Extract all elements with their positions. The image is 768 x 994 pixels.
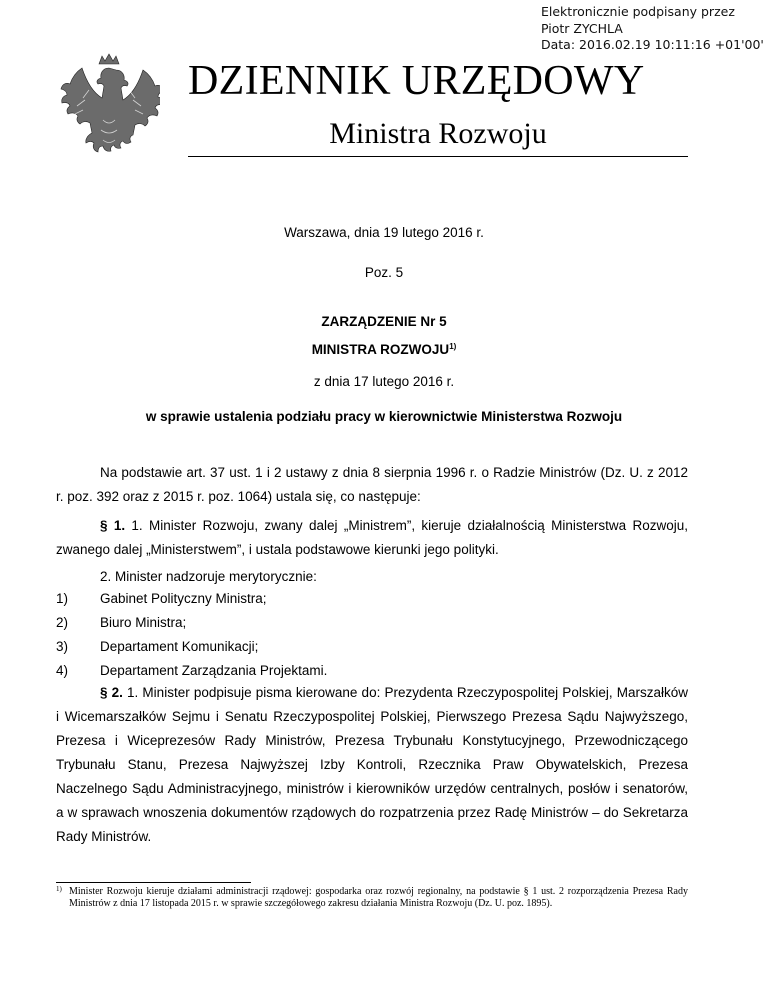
list-item-text: Gabinet Polityczny Ministra; xyxy=(100,591,267,606)
place-and-date: Warszawa, dnia 19 lutego 2016 r. xyxy=(284,225,484,240)
signature-line-signer: Piotr ZYCHLA xyxy=(541,20,623,36)
paragraph-1-label: § 1. xyxy=(100,518,126,533)
list-item-text: Biuro Ministra; xyxy=(100,615,187,630)
paragraph-2 xyxy=(56,681,688,849)
paragraph-2-text: 1. Minister podpisuje pisma kierowane do: Prezydenta Rzeczypospolitej Polskiej, Marszałków i Wicemarszałków Sejmu i Senatu Rzeczypospolitej Polskiej, Pierwszego Prezesa Sądu Najwyższego, Prezesa i Wiceprezesów Rady Ministrów, Prezesa Trybunału Konstytucyjnego, Przewodniczącego Trybunału Stanu, Prezesa Najwyższej Izby Kontroli, Rzecznika Praw Obywatelskich, Prezesa Naczelnego Sądu Administracyjnego, ministrów i kierowników urzędów centralnych, posłów i senatorów, a w sprawach wnoszenia dokumentów rządowych do rozpatrzenia przez Radę Ministrów – do Sekretarza Rady Ministrów. xyxy=(56,685,688,844)
footnote-divider xyxy=(56,882,251,883)
paragraph-2-label: § 2. xyxy=(100,685,123,700)
list-item-text: Departament Zarządzania Projektami. xyxy=(100,663,328,678)
position-number: Poz. 5 xyxy=(364,265,404,280)
footnote-mark: 1) xyxy=(56,885,62,893)
preamble-paragraph: Na podstawie art. 37 ust. 1 i 2 ustawy z dnia 8 sierpnia 1996 r. o Radzie Ministrów (Dz. U. z 2012 r. poz. 392 oraz z 2015 r. poz. 1064) ustala się, co następuje: xyxy=(56,465,688,504)
list-item-number: 3) xyxy=(56,639,69,654)
issuer-text: MINISTRA ROZWOJU xyxy=(311,342,450,357)
polish-eagle-emblem-icon xyxy=(58,50,160,170)
paragraph-1-text: 1. Minister Rozwoju, zwany dalej „Ministrem”, kieruje działalnością Ministerstwa Rozwoju, zwanego dalej „Ministerstwem”, i ustala podstawowe kierunki jego polityki. xyxy=(56,518,688,557)
footnote-text: Minister Rozwoju kieruje działami administracji rządowej: gospodarka oraz rozwój regionalny, na podstawie § 1 ust. 2 rozporządzenia Prezesa Rady Ministrów z dnia 17 listopada 2015 r. w sprawie szczegółowego zakresu działania Ministra Rozwoju (Dz. U. poz. 1895). xyxy=(69,886,688,909)
list-item-number: 4) xyxy=(56,663,69,678)
paragraph-1 xyxy=(56,514,688,562)
masthead-divider xyxy=(188,156,688,157)
paragraph-1-point-2-intro: 2. Minister nadzoruje merytorycznie: xyxy=(100,569,317,584)
footnote xyxy=(56,886,688,910)
list-item xyxy=(56,638,258,656)
list-item xyxy=(56,590,267,608)
journal-subtitle: Ministra Rozwoju xyxy=(329,117,547,150)
digital-signature-stamp xyxy=(541,4,764,54)
list-item-number: 2) xyxy=(56,615,69,630)
journal-title: DZIENNIK URZĘDOWY xyxy=(188,58,645,104)
act-subject: w sprawie ustalenia podziału pracy w kierownictwie Ministerstwa Rozwoju xyxy=(145,409,623,424)
signature-line-date: Data: 2016.02.19 10:11:16 +01'00' xyxy=(541,37,764,52)
list-item-text: Departament Komunikacji; xyxy=(100,639,259,654)
list-item xyxy=(56,662,327,680)
act-title: ZARZĄDZENIE Nr 5 xyxy=(321,314,447,329)
signature-line-signed-by: Elektronicznie podpisany przez xyxy=(541,4,735,19)
act-date: z dnia 17 lutego 2016 r. xyxy=(313,374,455,389)
list-item-number: 1) xyxy=(56,591,69,606)
act-issuer xyxy=(0,341,768,359)
list-item xyxy=(56,614,186,632)
footnote-reference: 1) xyxy=(449,342,457,351)
